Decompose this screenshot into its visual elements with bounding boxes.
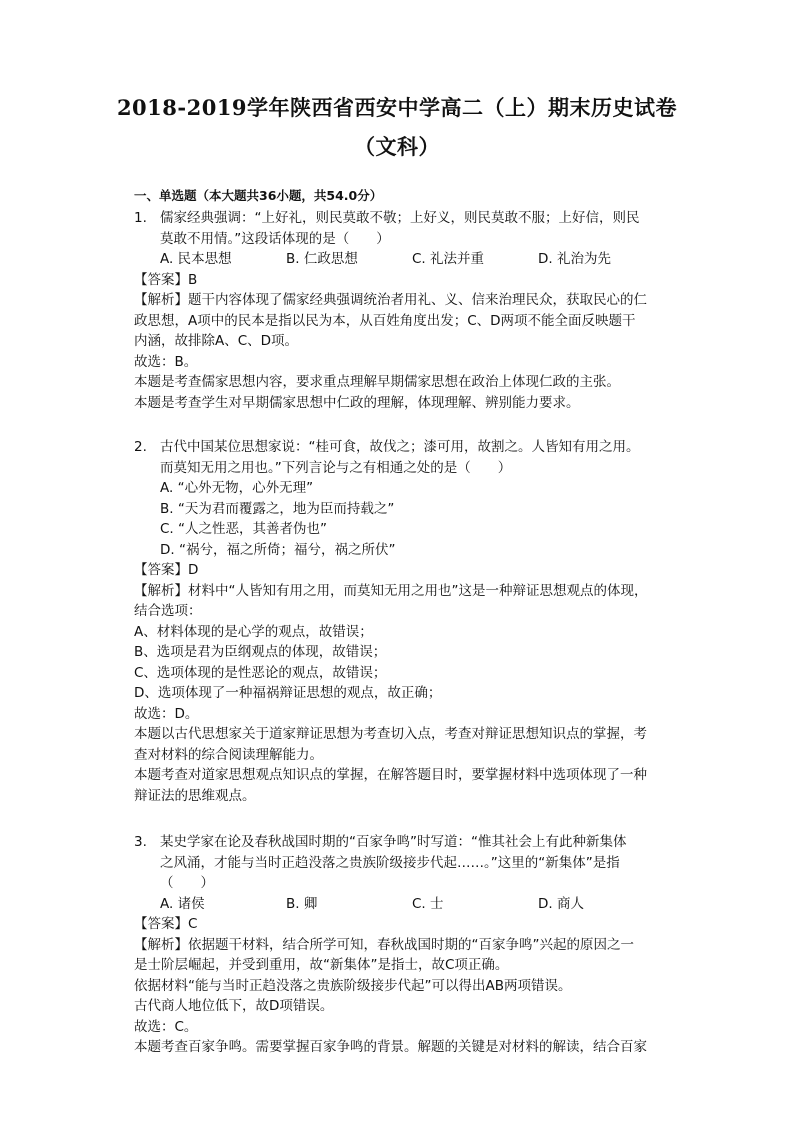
question-1 xyxy=(134,208,664,413)
analysis-text: D、选项体现了一种福祸辩证思想的观点，故正确； xyxy=(134,685,442,701)
question-number: 2. xyxy=(134,439,147,455)
analysis-text: 依据材料“能与当时正趋没落之贵族阶级接步代起”可以得出AB两项错误。 xyxy=(134,977,572,994)
question-2 xyxy=(134,437,664,806)
section-header: 一、单选题（本大题共36小题，共54.0分） xyxy=(134,188,383,203)
question-stem-cont: 之风涌，才能与当时正趋没落之贵族阶级接步代起……。”这里的“新集体”是指 xyxy=(160,854,620,871)
analysis-text: B、选项是君为臣纲观点的体现，故错误； xyxy=(134,644,387,660)
option-a: A. “心外无物，心外无理” xyxy=(160,480,314,496)
question-number: 3. xyxy=(134,834,147,850)
option-d: D. “祸兮，福之所倚；福兮，祸之所伏” xyxy=(160,541,396,558)
analysis-text: 结合选项： xyxy=(134,603,202,619)
analysis-line: 【解析】材料中“人皆知有用之用，而莫知无用之用也”这是一种辩证思想观点的体现， xyxy=(134,582,648,599)
analysis-line: 【解析】题干内容体现了儒家经典强调统治者用礼、义、信来治理民众，获取民心的仁 xyxy=(134,292,647,308)
analysis-text: 辩证法的思维观点。 xyxy=(134,787,256,804)
answer-value: C xyxy=(188,916,198,932)
analysis-text: 故选：C。 xyxy=(134,1018,198,1035)
question-3 xyxy=(134,832,664,1058)
option-c: C. 士 xyxy=(412,895,444,912)
option-b: B. 卿 xyxy=(286,895,318,912)
analysis-text: 内涵，故排除A、C、D项。 xyxy=(134,333,299,349)
option-b: B. 仁政思想 xyxy=(286,251,358,267)
analysis-text: 古代商人地位低下，故D项错误。 xyxy=(134,998,334,1014)
analysis-text: 本题是考查儒家思想内容，要求重点理解早期儒家思想在政治上体现仁政的主张。 xyxy=(134,374,620,390)
question-stem: 1. 儒家经典强调：“上好礼，则民莫敢不敬；上好义，则民莫敢不服；上好信，则民 xyxy=(134,208,664,229)
analysis-text: 本题是考查学生对早期儒家思想中仁政的理解，体现理解、辨别能力要求。 xyxy=(134,394,580,411)
options-row xyxy=(134,894,664,915)
analysis-line: 【解析】依据题干材料，结合所学可知，春秋战国时期的“百家争鸣”兴起的原因之一 xyxy=(134,936,634,953)
analysis-text: 本题考查对道家思想观点知识点的掌握，在解答题目时，要掌握材料中选项体现了一种 xyxy=(134,767,647,783)
analysis-text: 故选：B。 xyxy=(134,353,198,370)
question-stem-cont: 莫敢不用情。”这段话体现的是（ ） xyxy=(160,230,390,247)
option-a: A. 民本思想 xyxy=(160,251,232,267)
analysis-text: 本题考查百家争鸣。需要掌握百家争鸣的背景。解题的关键是对材料的解读，结合百家 xyxy=(134,1039,647,1055)
analysis-text: 是士阶层崛起，并受到重用，故“新集体”是指士，故C项正确。 xyxy=(134,957,509,973)
option-c: C. “人之性恶，其善者伪也” xyxy=(160,521,327,537)
analysis-text: 政思想，A项中的民本是指以民为本，从百姓角度出发；C、D两项不能全面反映题干 xyxy=(134,312,636,329)
answer-line: 【答案】D xyxy=(134,562,199,578)
question-stem: 2. 古代中国某位思想家说：“桂可食，故伐之；漆可用，故割之。人皆知有用之用。 xyxy=(134,437,664,458)
answer-line: 【答案】B xyxy=(134,271,198,288)
answer-value: D xyxy=(188,562,199,578)
question-stem-cont: 而莫知无用之用也。”下列言论与之有相通之处的是（ ） xyxy=(160,459,512,476)
option-c: C. 礼法并重 xyxy=(412,251,485,267)
document-title: 2018-2019学年陕西省西安中学高二（上）期末历史试卷 xyxy=(116,95,678,120)
analysis-text: C、选项体现的是性恶论的观点，故错误； xyxy=(134,664,387,681)
options-row xyxy=(134,249,664,270)
question-number: 1. xyxy=(134,210,147,226)
answer-value: B xyxy=(188,271,198,288)
analysis-text: 故选：D。 xyxy=(134,705,199,722)
analysis-text: 查对材料的综合阅读理解能力。 xyxy=(134,746,323,763)
analysis-text: 本题以古代思想家关于道家辩证思想为考查切入点，考查对辩证思想知识点的掌握，考 xyxy=(134,726,647,742)
option-d: D. 商人 xyxy=(538,895,584,912)
answer-line: 【答案】C xyxy=(134,916,198,932)
document-subtitle: （文科） xyxy=(354,134,440,159)
analysis-text: A、材料体现的是心学的观点，故错误； xyxy=(134,623,373,640)
question-stem: 3. 某史学家在论及春秋战国时期的“百家争鸣”时写道：“惟其社会上有此种新集体 xyxy=(134,832,664,853)
option-b: B. “天为君而覆露之，地为臣而持载之” xyxy=(160,500,395,517)
option-d: D. 礼治为先 xyxy=(538,251,611,267)
option-a: A. 诸侯 xyxy=(160,895,205,912)
question-stem-cont: （ ） xyxy=(160,875,214,891)
